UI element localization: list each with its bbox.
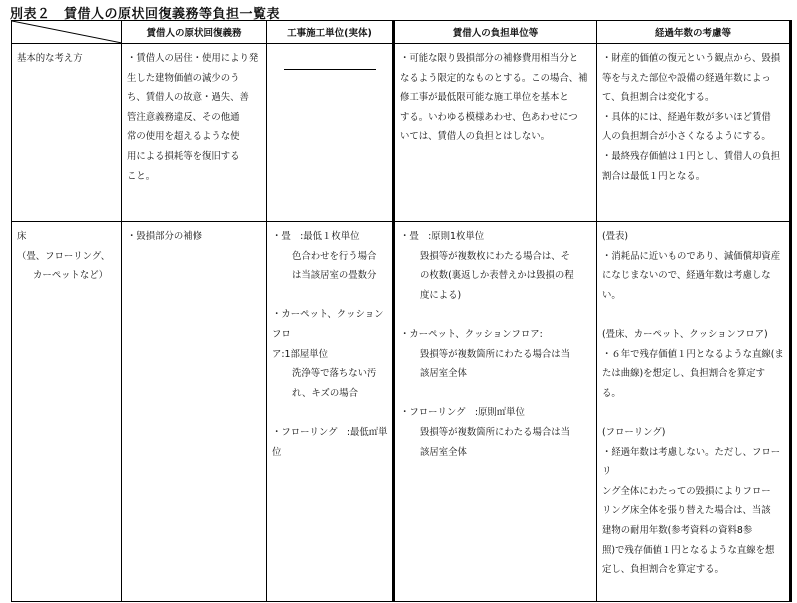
row-label-basic: 基本的な考え方 (12, 44, 122, 222)
corner-cell (12, 21, 122, 44)
row-label-floor: 床 （畳、フローリング、 カーペットなど） (12, 222, 122, 602)
header-col3: 賃借人の負担単位等 (394, 21, 597, 44)
row1-col3: ・可能な限り毀損部分の補修費用相当分と なるよう限定的なものとする。この場合、補 修工事が最低限可能な施工単位を基本と する。いわゆる模様あわせ、色あわせにつ いては、賃借人の負担とはしない。 (394, 44, 597, 222)
header-row (12, 21, 791, 44)
page-title: 別表２ 賃借人の原状回復義務等負担一覧表 (10, 7, 281, 22)
row2-col2: ・畳 :最低１枚単位 色合わせを行う場合 は当該居室の畳数分 ・カーペット、クッションフロ ア:1部屋単位 洗浄等で落ちない汚 れ、キズの場合 ・フローリング :最低㎡単 位 (267, 222, 394, 602)
table-row-basic (12, 44, 791, 222)
table-row-floor (12, 222, 791, 602)
header-col2: 工事施工単位(実体) (267, 21, 394, 44)
row2-col1: ・毀損部分の補修 (122, 222, 267, 602)
row1-col4: ・財産的価値の復元という観点から、毀損 等を与えた部位や設備の経過年数によっ て、負担割合は変化する。 ・具体的には、経過年数が多いほど賃借 人の負担割合が小さくなるようにする。 ・最終残存価値は１円とし、賃借人の負担 割合は最低１円となる。 (597, 44, 791, 222)
row2-col4: (畳表) ・消耗品に近いものであり、減価償却資産 になじまないので、経過年数は考慮しな い。 (畳床、カーペット、クッションフロア) ・６年で残存価値１円となるような直線(ま たは曲線)を想定し、負担割合を算定す る。 (フローリング) ・経過年数は考慮しない。ただし、フローリ ング全体にわたっての毀損によりフロー リング床全体を張り替えた場合は、当該 建物の耐用年数(参考資料の資料8参 照)で残存価値１円となるような直線を想 定し、負担割合を算定する。 (597, 222, 791, 602)
diagonal-line (12, 21, 122, 43)
burden-table (11, 20, 792, 602)
row1-col1: ・賃借人の居住・使用により発 生した建物価値の減少のう ち、賃借人の故意・過失、善 管注意義務違反、その他通 常の使用を超えるような使 用による損耗等を復旧する こと。 (122, 44, 267, 222)
row1-col2 (267, 44, 394, 222)
row2-col3: ・畳 :原則1枚単位 毀損等が複数枚にわたる場合は、そ の枚数(裏返しか表替えかは毀損の程 度による) ・カーペット、クッションフロア: 毀損等が複数箇所にわたる場合は当 該居室全体 ・フローリング :原則㎡単位 毀損等が複数箇所にわたる場合は当 該居室全体 (394, 222, 597, 602)
header-col4: 経過年数の考慮等 (597, 21, 791, 44)
header-col1: 賃借人の原状回復義務 (122, 21, 267, 44)
empty-dash (284, 69, 376, 70)
